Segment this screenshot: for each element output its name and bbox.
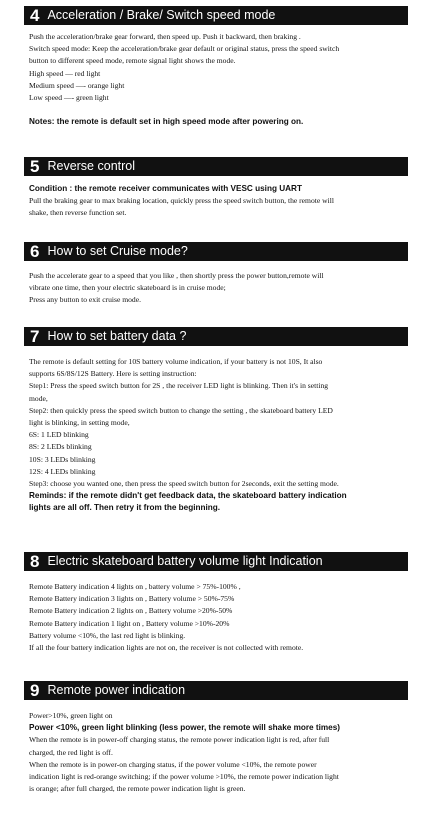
section-8-number: 8 — [30, 552, 40, 571]
s4-line: Switch speed mode: Keep the acceleration/brake gear default or original status, press the speed switch — [29, 44, 340, 54]
s8-line: Remote Battery indication 1 light on , Battery volume >10%-20% — [29, 618, 230, 628]
s8-line: Battery volume <10%, the last red light is blinking. — [29, 630, 186, 640]
s4-note: Notes: the remote is default set in high speed mode after powering on. — [29, 117, 304, 127]
s8-line: Remote Battery indication 2 lights on , Battery volume >20%-50% — [29, 606, 233, 616]
section-9-header — [24, 681, 408, 700]
s4-line: Push the acceleration/brake gear forward, then speed up. Push it backward, then braking . — [29, 32, 301, 41]
section-8-title: Electric skateboard battery volume light Indication — [47, 554, 323, 569]
s8-line: Remote Battery indication 3 lights on , Battery volume > 50%-75% — [29, 594, 235, 604]
s9-line: When the remote is in power-off charging status, the remote power indication light is red, after full — [29, 735, 330, 745]
section-4-title: Acceleration / Brake/ Switch speed mode — [47, 8, 276, 23]
s7-line: The remote is default setting for 10S battery volume indication, if your battery is not 10S, It also — [29, 357, 323, 366]
s9-bold-line: Power <10%, green light blinking (less power, the remote will shake more times) — [29, 723, 340, 733]
s7-line: mode, — [29, 393, 48, 403]
s4-line: button to different speed mode, remote signal light shows the mode. — [29, 56, 236, 66]
section-4-number: 4 — [30, 6, 40, 25]
s7-line: 6S: 1 LED blinking — [29, 430, 89, 440]
s7-line: 10S: 3 LEDs blinking — [29, 454, 96, 464]
section-5-title: Reverse control — [47, 159, 136, 174]
section-5-number: 5 — [30, 157, 40, 176]
section-8-body — [29, 581, 410, 654]
section-4-header — [24, 6, 408, 25]
section-5-body — [29, 183, 410, 220]
s7-line: Step1: Press the speed switch button for 2S , the receiver LED light is blinking. Then it's in setting — [29, 381, 329, 391]
s5-condition: Condition : the remote receiver communicates with VESC using UART — [29, 184, 302, 193]
s6-line: Press any button to exit cruise mode. — [29, 295, 141, 305]
s9-line: charged, the red light is off. — [29, 747, 113, 757]
s7-line: supports 6S/8S/12S Battery. Here is setting instruction: — [29, 369, 197, 379]
section-6-number: 6 — [30, 242, 40, 261]
section-7-body — [29, 356, 410, 515]
s9-line: indication light is red-orange switching; if the power volume >10%, the remote power indication light — [29, 772, 339, 782]
s5-line: shake, then reverse function set. — [29, 208, 127, 218]
s8-line: Remote Battery indication 4 lights on , battery volume > 75%-100% , — [29, 582, 241, 591]
s7-line: 8S: 2 LEDs blinking — [29, 442, 92, 452]
s5-line: Pull the braking gear to max braking location, quickly press the speed switch button, the remote will — [29, 196, 334, 206]
s9-line: When the remote is in power-on charging status, if the power volume <10%, the remote power — [29, 759, 317, 769]
section-7-header — [24, 327, 408, 346]
section-7-number: 7 — [30, 327, 40, 346]
s9-line: is orange; after full charged, the remote power indication light is green. — [29, 784, 246, 794]
section-8-header — [24, 552, 408, 571]
s4-line: Medium speed —- orange light — [29, 80, 125, 90]
s7-line: light is blinking, in setting mode, — [29, 418, 130, 428]
section-9-body — [29, 710, 410, 795]
s6-line: Push the accelerate gear to a speed that you like , then shortly press the power button,remote will — [29, 271, 324, 280]
s7-remind-2: lights are all off. Then retry it from the beginning. — [29, 503, 221, 513]
s6-line: vibrate one time, then your electric skateboard is in cruise mode; — [29, 283, 226, 293]
section-6-header — [24, 242, 408, 261]
s4-line: High speed — red light — [29, 68, 101, 78]
section-9-number: 9 — [30, 681, 40, 700]
s7-line: 12S: 4 LEDs blinking — [29, 466, 96, 476]
section-9-title: Remote power indication — [47, 683, 186, 698]
s4-line: Low speed —- green light — [29, 93, 109, 103]
section-7-title: How to set battery data ? — [47, 329, 187, 344]
section-5-header — [24, 157, 408, 176]
s7-line: Step3: choose you wanted one, then press the speed switch button for 2seconds, exit the setting mode. — [29, 479, 339, 489]
section-4-body — [29, 31, 410, 128]
section-6-title: How to set Cruise mode? — [47, 244, 188, 259]
s7-line: Step2: then quickly press the speed switch button to change the setting , the skateboard battery LED — [29, 405, 333, 415]
section-6-body — [29, 270, 410, 307]
s9-line: Power>10%, green light on — [29, 711, 113, 720]
s8-line: If all the four battery indication lights are not on, the receiver is not collected with remote. — [29, 643, 304, 653]
s7-remind-1: Reminds: if the remote didn't get feedback data, the skateboard battery indication — [29, 491, 347, 501]
